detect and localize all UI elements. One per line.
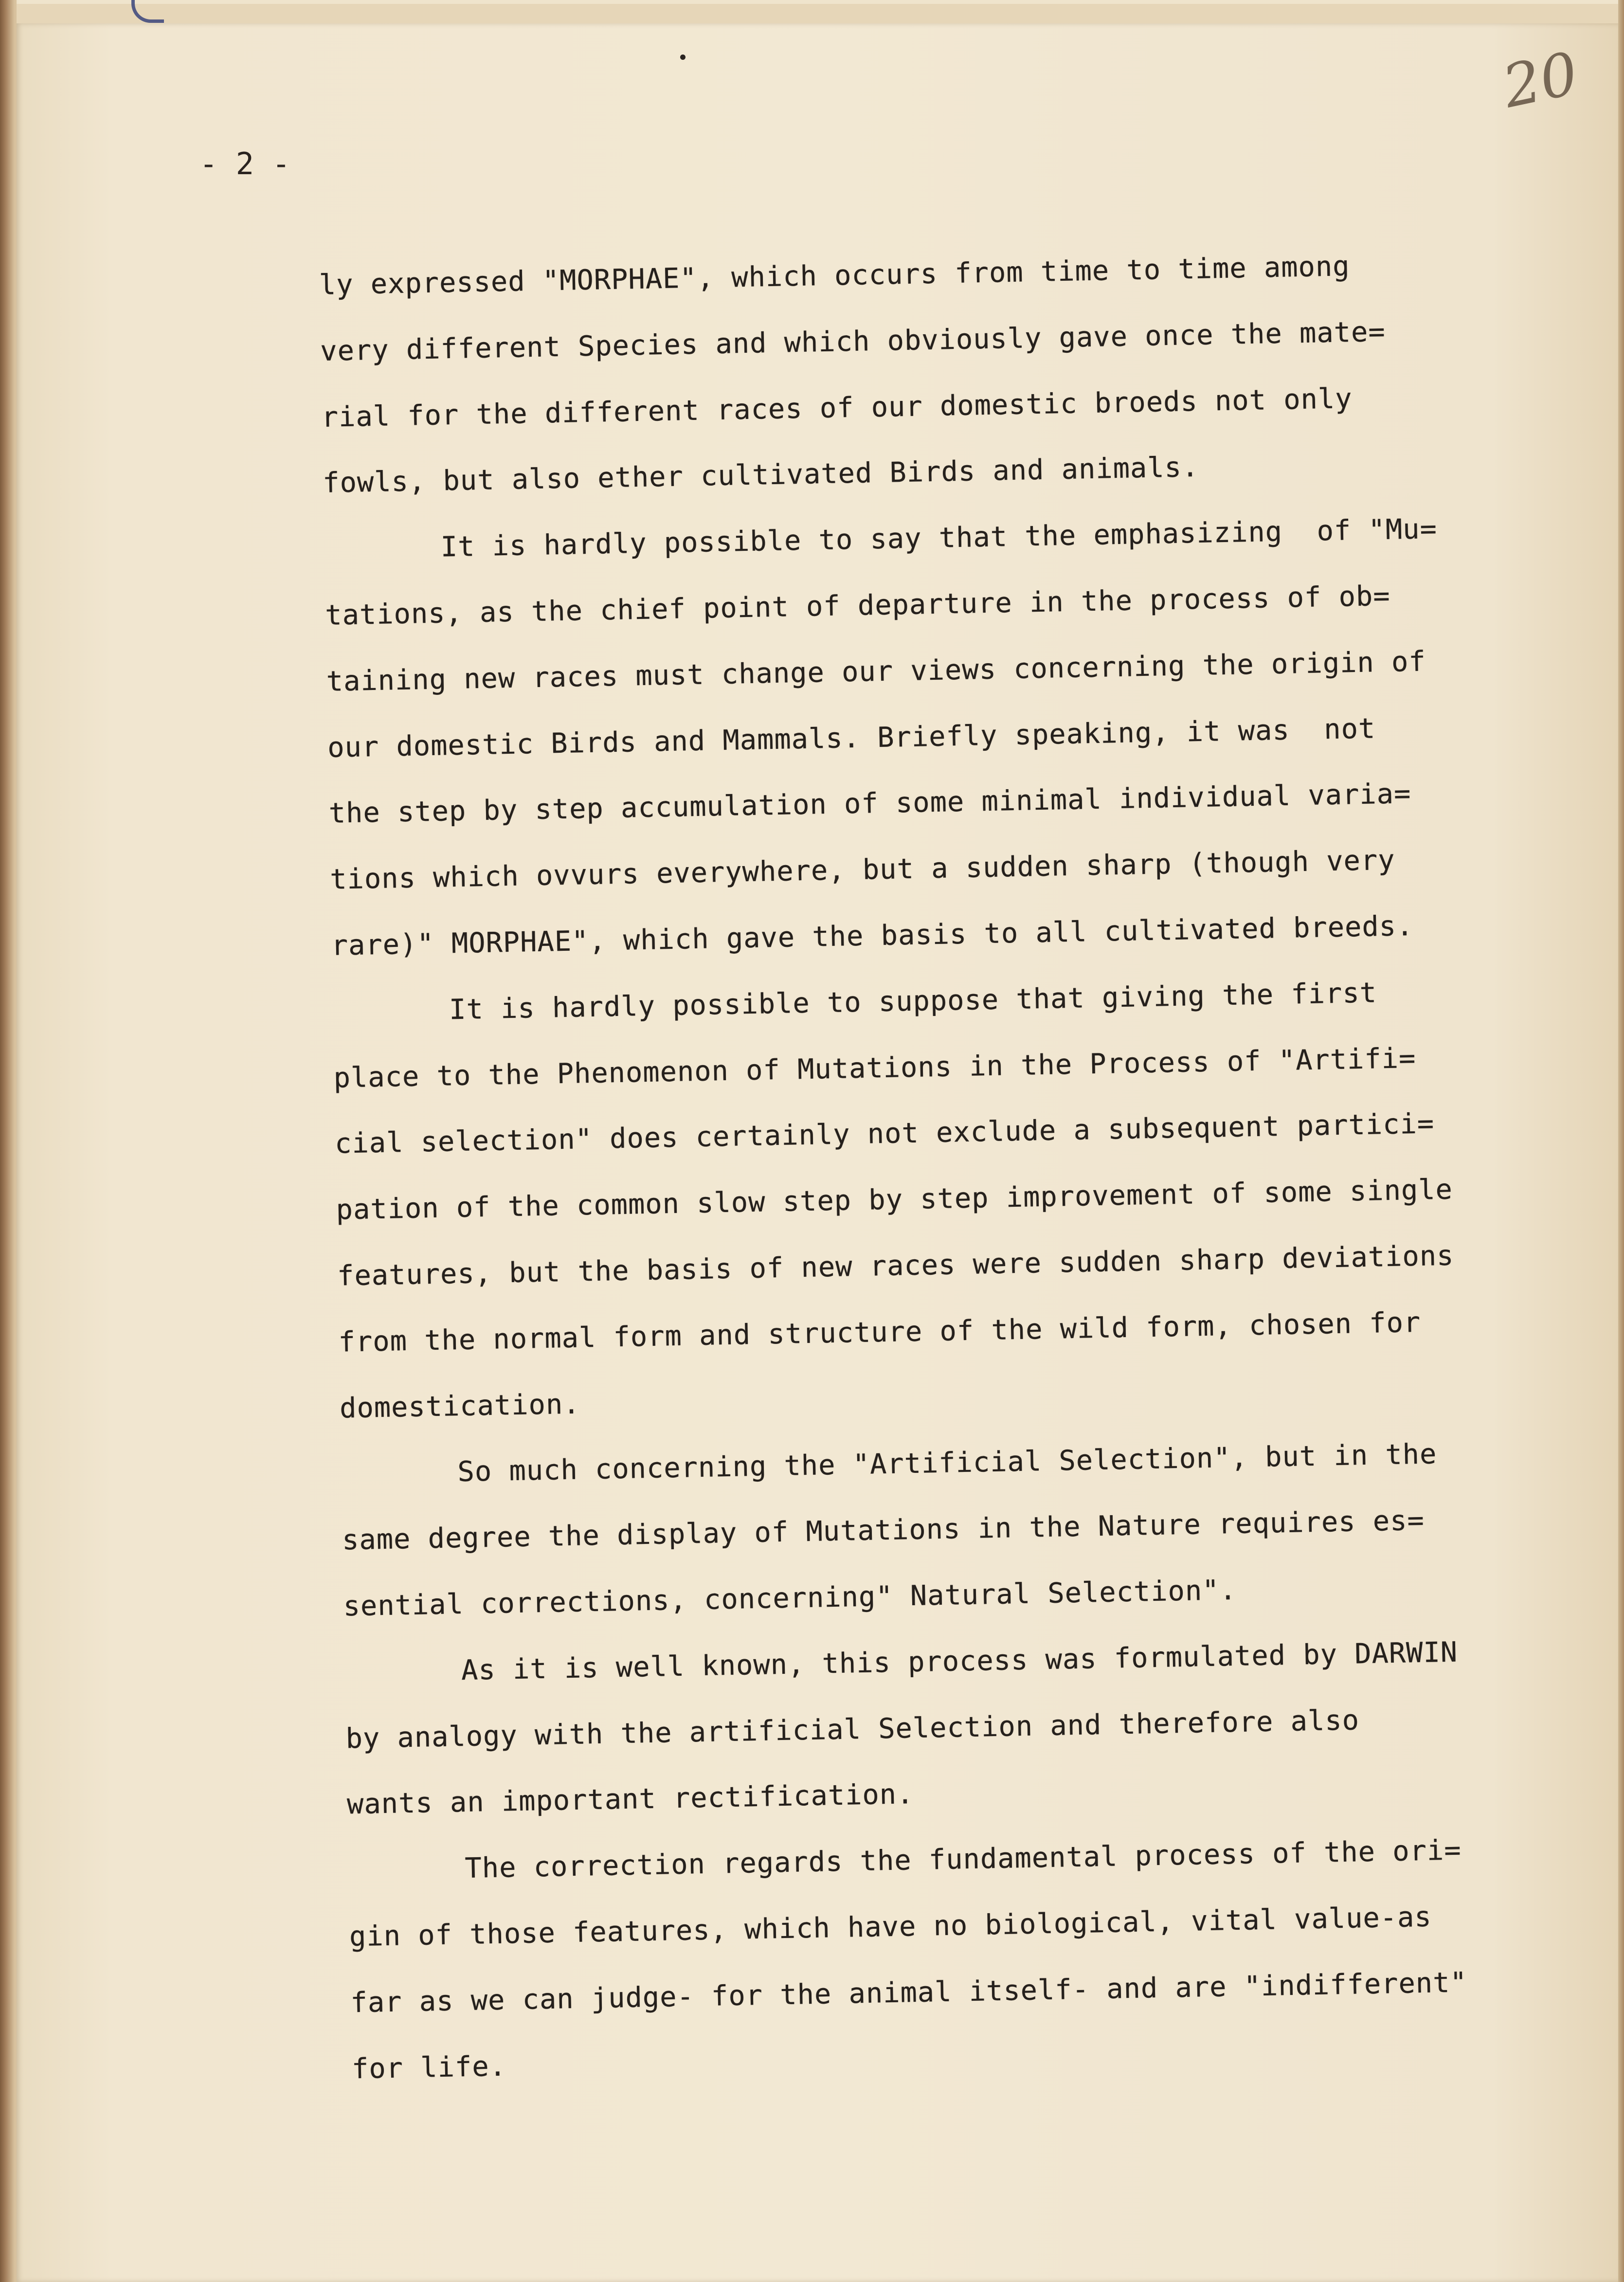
- text-line: fowls, but also ether cultivated Birds and animals.: [322, 451, 1199, 500]
- text-line: features, but the basis of new races were sudden sharp deviations: [337, 1239, 1454, 1292]
- text-line: for life.: [351, 2050, 507, 2085]
- text-line: gin of those features, which have no biological, vital value-as: [349, 1901, 1432, 1953]
- binding-edge: [0, 0, 17, 2282]
- text-line: sential corrections, concerning" Natural Selection".: [343, 1574, 1237, 1623]
- text-line: far as we can judge- for the animal itself- and are "indifferent": [350, 1966, 1468, 2019]
- text-line: tions which ovvurs everywhere, but a sudden sharp (though very: [329, 844, 1396, 896]
- text-line: cial selection" does certainly not exclude a subsequent partici=: [334, 1107, 1435, 1160]
- text-line: It is hardly possible to suppose that giving the first: [449, 977, 1377, 1026]
- text-line: place to the Phenomenon of Mutations in the Process of "Artifi=: [333, 1042, 1416, 1094]
- text-line: our domestic Birds and Mammals. Briefly speaking, it was not: [327, 712, 1376, 764]
- text-line: ly expressed "MORPHAE", which occurs from time to time among: [319, 250, 1351, 301]
- text-line: So much concerning the "Artificial Selection", but in the: [457, 1438, 1437, 1488]
- text-line: tations, as the chief point of departure in the process of ob=: [325, 580, 1391, 632]
- text-line: wants an important rectification.: [346, 1778, 914, 1821]
- page-number: - 2 -: [199, 146, 290, 181]
- text-line: same degree the display of Mutations in the Nature requires es=: [342, 1504, 1425, 1557]
- typed-text-body: [319, 239, 1624, 2113]
- text-line: It is hardly possible to say that the emphasizing of "Mu=: [440, 513, 1438, 563]
- text-line: taining new races must change our views concerning the origin of: [326, 645, 1426, 698]
- text-line: rial for the different races of our domestic broeds not only: [321, 382, 1353, 434]
- page-stack-edge: [15, 4, 1620, 25]
- text-line: from the normal form and structure of the wild form, chosen for: [338, 1306, 1421, 1358]
- text-line: pation of the common slow step by step improvement of some single: [336, 1173, 1453, 1226]
- text-line: by analogy with the artificial Selection and therefore also: [345, 1703, 1360, 1755]
- handwritten-folio-number: 20: [1497, 39, 1584, 122]
- text-line: rare)" MORPHAE", which gave the basis to all cultivated breeds.: [331, 909, 1414, 962]
- text-line: the step by step accumulation of some minimal individual varia=: [328, 778, 1411, 830]
- text-line: domestication.: [339, 1388, 581, 1425]
- text-line: As it is well known, this process was formulated by DARWIN: [461, 1636, 1458, 1686]
- text-line: very different Species and which obviously gave once the mate=: [320, 315, 1386, 367]
- ink-dot: [680, 54, 686, 60]
- text-line: The correction regards the fundamental process of the ori=: [464, 1834, 1462, 1885]
